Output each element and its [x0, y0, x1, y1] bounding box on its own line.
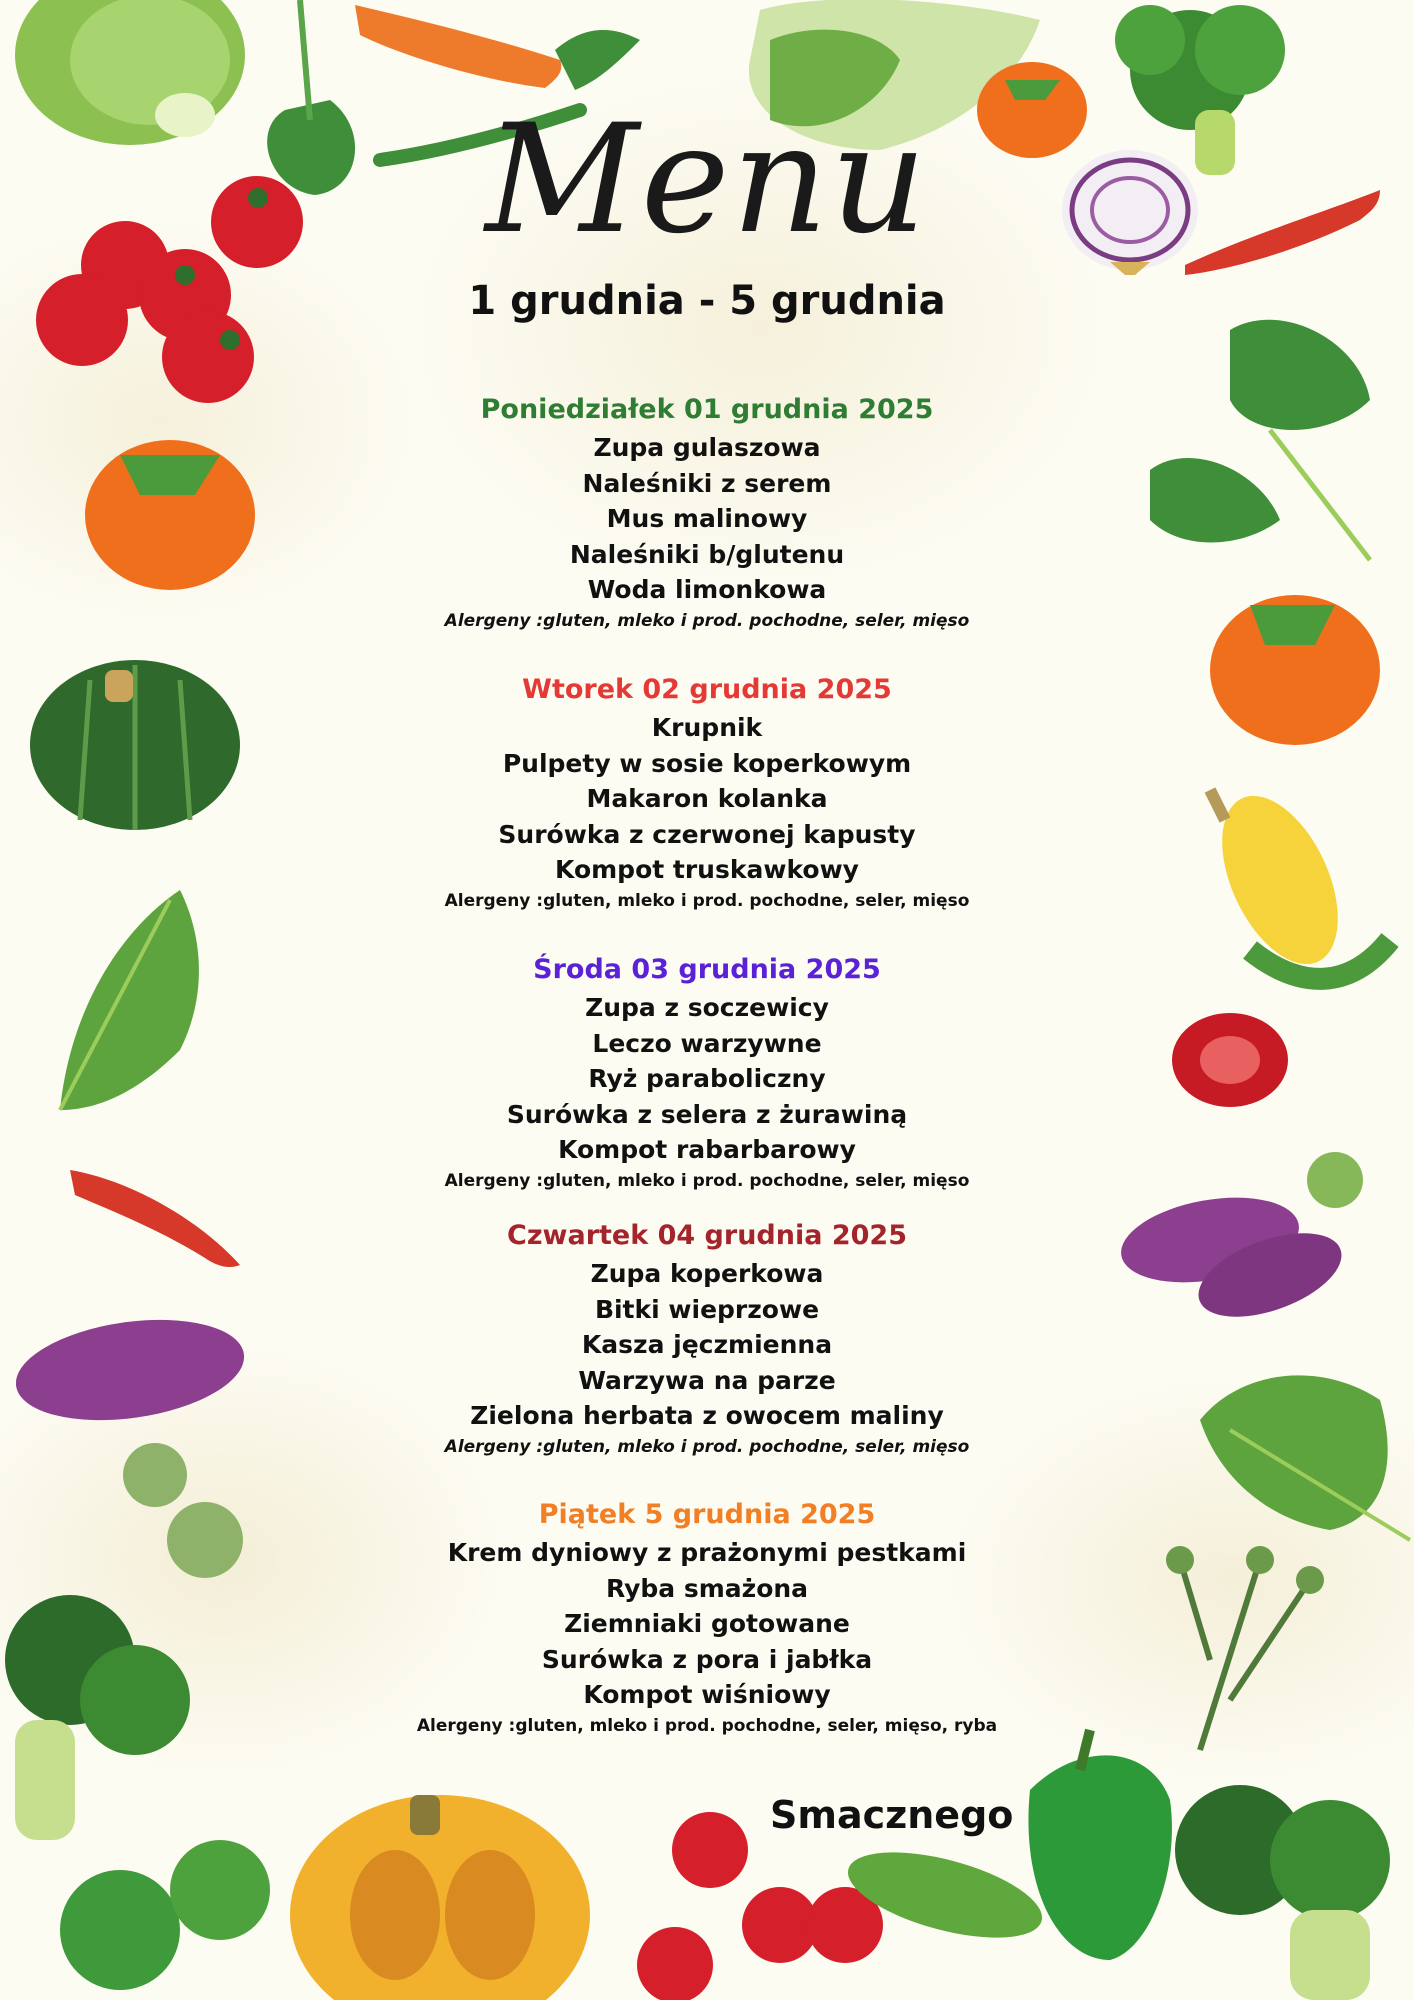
- dish-item: Zielona herbata z owocem maliny: [470, 1401, 944, 1430]
- day-heading: Czwartek 04 grudnia 2025: [507, 1220, 907, 1251]
- carrot-icon: [355, 5, 640, 90]
- day-section-tuesday: [0, 672, 1414, 914]
- dish-item: Kompot wiśniowy: [583, 1680, 831, 1709]
- dish-item: Kasza jęczmienna: [581, 1330, 833, 1359]
- dish-item: Naleśniki b/glutenu: [569, 539, 845, 569]
- dish-item: Zupa z soczewicy: [585, 993, 829, 1022]
- date-range: 1 grudnia - 5 grudnia: [468, 278, 946, 324]
- tomatoes-icon: [637, 1812, 883, 2000]
- dish-item: Surówka z pora i jabłka: [541, 1644, 873, 1674]
- allergens-note: Alergeny :gluten, mleko i prod. pochodne, seler, mięso: [444, 1436, 970, 1457]
- allergens-note: Alergeny :gluten, mleko i prod. pochodne, seler, mięso: [444, 610, 970, 631]
- dish-item: Krupnik: [651, 713, 763, 742]
- allergens-note: Alergeny :gluten, mleko i prod. pochodne, seler, mięso: [444, 1170, 970, 1191]
- dish-item: Krem dyniowy z prażonymi pestkami: [447, 1538, 967, 1567]
- day-section-monday: [0, 392, 1414, 634]
- closing-text: Smacznego: [770, 1793, 1014, 1837]
- day-section-thursday: [0, 1218, 1414, 1460]
- day-heading: Piątek 5 grudnia 2025: [538, 1499, 876, 1530]
- dish-item: Pulpety w sosie koperkowym: [502, 748, 912, 778]
- broccoli-icon: [1175, 1785, 1390, 2000]
- dish-item: Makaron kolanka: [586, 784, 828, 813]
- green-pepper-icon: [1028, 1730, 1171, 1960]
- dish-item: Naleśniki z serem: [582, 468, 832, 498]
- dish-item: Surówka z czerwonej kapusty: [498, 819, 916, 849]
- day-heading: Środa 03 grudnia 2025: [533, 954, 881, 985]
- dish-item: Bitki wieprzowe: [594, 1294, 820, 1324]
- dish-item: Surówka z selera z żurawiną: [506, 1099, 908, 1129]
- dish-item: Zupa gulaszowa: [593, 433, 821, 462]
- page-title: Menu: [485, 93, 929, 267]
- allergens-note: Alergeny :gluten, mleko i prod. pochodne, seler, mięso, ryba: [416, 1715, 998, 1736]
- day-heading: Poniedziałek 01 grudnia 2025: [480, 394, 934, 425]
- dish-item: Kompot truskawkowy: [555, 855, 859, 884]
- dish-item: Kompot rabarbarowy: [558, 1135, 856, 1164]
- pumpkin-half-icon: [290, 1795, 590, 2000]
- dish-item: Zupa koperkowa: [590, 1259, 824, 1288]
- dish-item: Ryż paraboliczny: [588, 1064, 826, 1093]
- dish-item: Mus malinowy: [606, 504, 808, 533]
- dish-item: Leczo warzywne: [592, 1028, 822, 1058]
- allergens-note: Alergeny :gluten, mleko i prod. pochodne, seler, mięso: [444, 890, 970, 911]
- day-section-friday: [0, 1497, 1414, 1739]
- dish-item: Ryba smażona: [605, 1573, 809, 1603]
- dish-item: Woda limonkowa: [587, 575, 827, 604]
- day-section-wednesday: [0, 952, 1414, 1194]
- parsley-icon: [60, 1840, 270, 1990]
- dish-item: Warzywa na parze: [578, 1365, 836, 1395]
- day-heading: Wtorek 02 grudnia 2025: [522, 674, 892, 705]
- dish-item: Ziemniaki gotowane: [564, 1609, 850, 1638]
